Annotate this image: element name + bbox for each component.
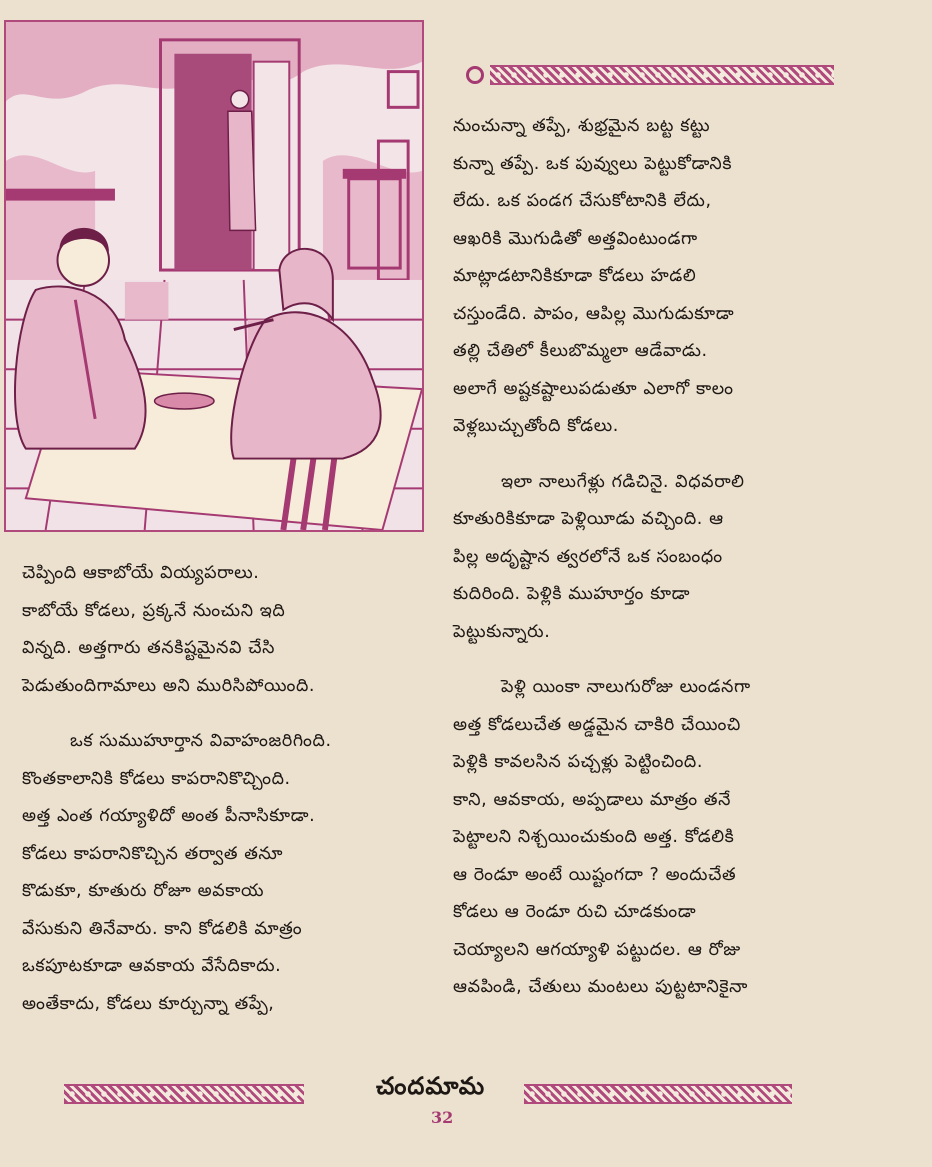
header-ornament	[466, 62, 834, 88]
text-line: పెళ్లికి కావలసిన పచ్చళ్లు పెట్టించింది.	[453, 752, 704, 772]
text-line: పెట్టాలని నిశ్చయించుకుంది అత్త. కోడలికి	[453, 827, 735, 847]
text-line: తల్లి చేతిలో కీలుబొమ్మలా ఆడేవాడు.	[453, 341, 708, 361]
text-line: ఇలా నాలుగేళ్లు గడిచినై. విధవరాలి	[501, 471, 745, 492]
text-line: అలాగే అష్టకష్టాలుపడుతూ ఎలాగో కాలం	[453, 378, 734, 399]
text-line: పెళ్లి యింకా నాలుగురోజు లుండనగా	[501, 677, 751, 697]
text-line: ఆఖరికి మొగుడితో అత్తవింటుండగా	[453, 228, 698, 249]
text-line: పెడుతుందిగామాలు అని మురిసిపోయింది.	[22, 675, 316, 696]
page-number: 32	[431, 1108, 454, 1127]
text-line: నుంచున్నా తప్పే, శుభ్రమైన బట్ట కట్టు	[453, 116, 711, 136]
text-line: కున్నా తప్పే. ఒక పువ్వులు పెట్టుకోడానికి	[453, 153, 733, 174]
text-line: ఒకపూటకూడా ఆవకాయ వేసేదికాదు.	[22, 956, 282, 976]
text-line: అంతేకాదు, కోడలు కూర్చున్నా తప్పే,	[22, 993, 275, 1014]
text-line: కొడుకూ, కూతురు రోజూ అవకాయ	[22, 881, 265, 901]
text-line: విన్నది. అత్తగారు తనకిష్టమైనవి చేసి	[22, 638, 276, 658]
text-line: కుదిరింది. పెళ్లికి ముహూర్తం కూడా	[453, 584, 691, 604]
text-line: కూతురికికూడా పెళ్లియీడు వచ్చింది. ఆ	[453, 509, 724, 529]
text-line: చెయ్యాలని ఆగయ్యాళి పట్టుదల. ఆ రోజు	[453, 939, 741, 960]
text-line: కాబోయే కోడలు, ప్రక్కనే నుంచుని ఇది	[22, 600, 286, 621]
text-line: మాట్లాడటానికికూడా కోడలు హడలి	[453, 266, 697, 286]
text-line: చెప్పింది ఆకాబోయే వియ్యపరాలు.	[22, 563, 260, 583]
ornament-circle-icon	[466, 66, 484, 84]
text-line: పెట్టుకున్నారు.	[453, 621, 551, 642]
text-line: లేదు. ఒక పండగ చేసుకోటానికి లేదు,	[453, 191, 712, 211]
text-line: కోడలు ఆ రెండూ రుచి చూడకుండా	[453, 902, 697, 922]
text-line: కాని, ఆవకాయ, అప్పడాలు మాత్రం తనే	[453, 789, 731, 810]
right-column	[453, 108, 851, 1007]
text-line: అత్త కోడలుచేత అడ్డమైన చాకిరి చేయించి	[453, 714, 741, 735]
magazine-title: చందమామ	[376, 1072, 486, 1100]
text-line: కొంతకాలానికి కోడలు కాపరానికొచ్చింది.	[22, 768, 291, 789]
text-line: వెళ్లబుచ్చుతోంది కోడలు.	[453, 416, 619, 436]
text-line: కోడలు కాపరానికొచ్చిన తర్వాత తనూ	[22, 843, 283, 864]
story-illustration	[4, 20, 424, 532]
footer-ornament-right	[524, 1084, 792, 1104]
footer-ornament-left	[64, 1084, 304, 1104]
text-line: చస్తుండేది. పాపం, ఆపిల్ల మొగుడుకూడా	[453, 303, 735, 324]
ornament-band	[490, 65, 834, 85]
text-line: అత్త ఎంత గయ్యాళిదో అంత పీనాసికూడా.	[22, 806, 316, 826]
text-line: ఆవపిండి, చేతులు మంటలు పుట్టటానికైనా	[453, 977, 748, 997]
text-line: పిల్ల అదృష్టాన త్వరలోనే ఒక సంబంధం	[453, 546, 723, 567]
illustration-drawing	[6, 22, 422, 530]
left-column	[22, 555, 414, 1023]
text-line: వేసుకుని తినేవారు. కాని కోడలికి మాత్రం	[22, 918, 303, 939]
text-line: ఆ రెండూ అంటే యిష్టంగదా ? అందుచేత	[453, 864, 737, 885]
text-line: ఒక సుముహూర్తాన వివాహంజరిగింది.	[70, 731, 332, 751]
